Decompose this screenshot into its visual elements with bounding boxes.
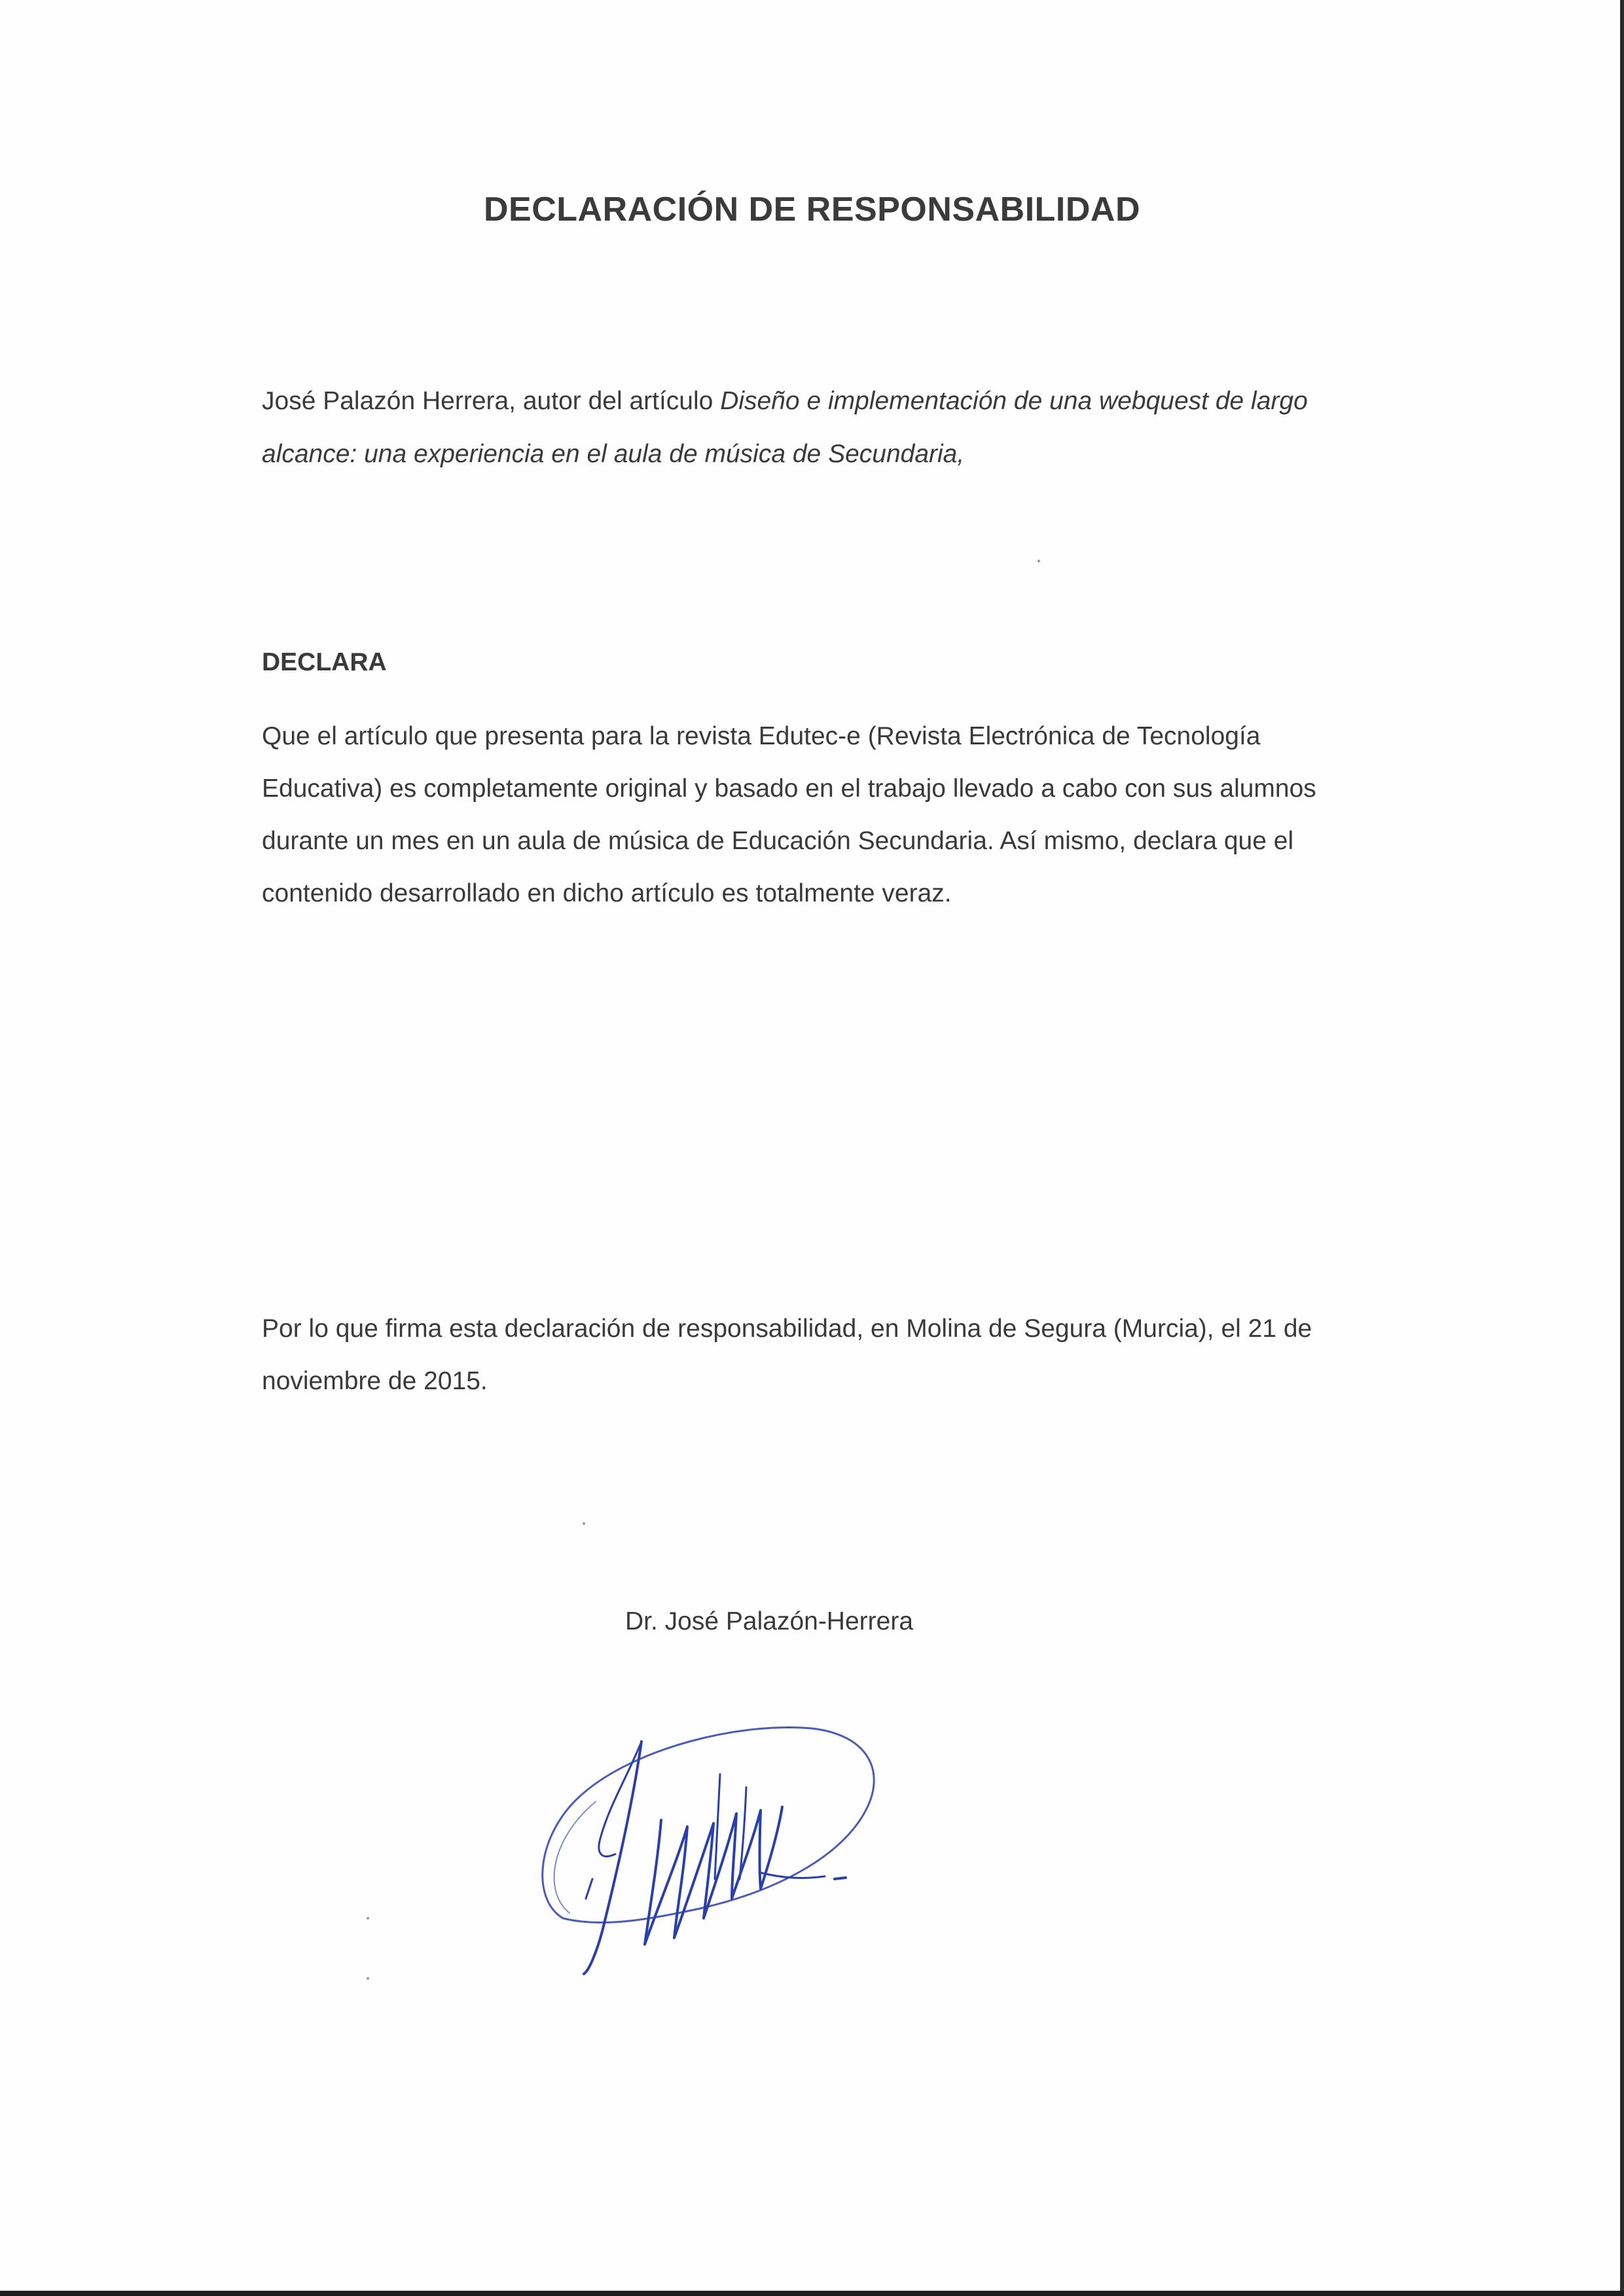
scan-speck <box>1038 560 1040 562</box>
closing-paragraph: Por lo que firma esta declaración de responsabilidad, en Molina de Segura (Murcia), el 21 de noviembre de 2015. <box>262 1315 1312 1395</box>
intro-paragraph <box>262 374 1362 481</box>
handwritten-signature <box>524 1683 890 1990</box>
scan-speck <box>367 1977 369 1980</box>
article-title: Diseño e implementación de una webquest de largo alcance: una experiencia en el aula de música de Secundaria, <box>262 387 1308 468</box>
scan-edge-bottom <box>0 2291 1624 2296</box>
scan-speck <box>367 1917 369 1920</box>
declara-heading: DECLARA <box>262 648 387 676</box>
declaration-paragraph: Que el artículo que presenta para la revista Edutec-e (Revista Electrónica de Tecnología Educativa) es completamente original y basado en el trabajo llevado a cabo con sus alumnos durante un mes en un aula de música de Educación Secundaria. Así mismo, declara que el contenido desarrollado en dicho artículo es totalmente veraz. <box>262 722 1316 907</box>
scan-speck <box>583 1522 585 1525</box>
signer-name: Dr. José Palazón-Herrera <box>625 1607 914 1635</box>
scan-edge-right <box>1620 0 1624 2296</box>
page-title: DECLARACIÓN DE RESPONSABILIDAD <box>483 191 1141 228</box>
author-intro-text: José Palazón Herrera, autor del artículo <box>262 387 721 415</box>
